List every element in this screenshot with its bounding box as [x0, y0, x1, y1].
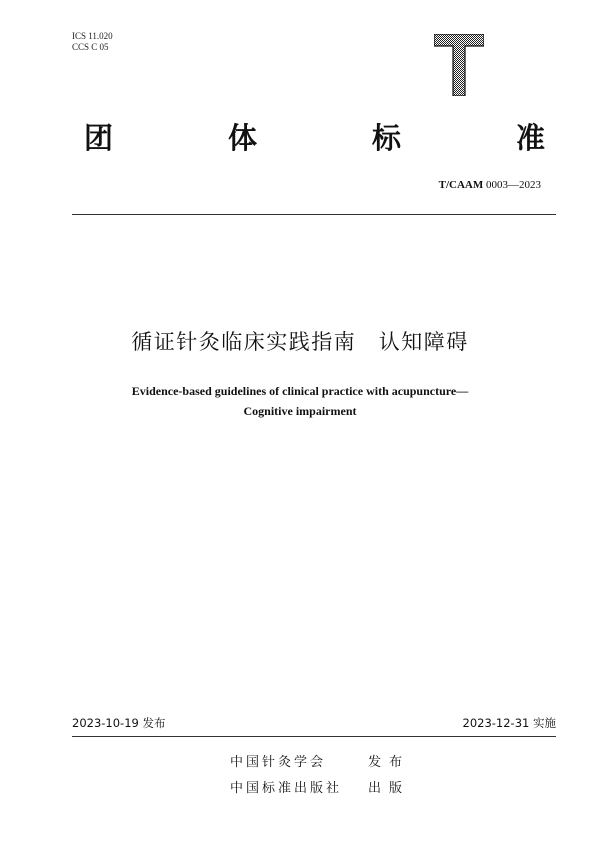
standard-type-char: 团 [84, 121, 114, 155]
ccs-code: CCS C 05 [72, 42, 109, 52]
publisher-action: 出版 [368, 781, 411, 796]
standard-code-prefix: T/CAAM [438, 179, 484, 191]
issue-date: 2023-10-19 发布 [72, 716, 166, 730]
title-english-line: Cognitive impairment [243, 404, 357, 418]
publisher-name: 中国标准出版社 [230, 781, 343, 796]
standard-type-heading [84, 118, 548, 162]
t-standard-logo [434, 34, 484, 96]
publisher-name: 中国针灸学会 [230, 755, 327, 770]
publisher-action: 发布 [368, 755, 411, 770]
title-english [0, 381, 600, 421]
title-chinese: 循证针灸临床实践指南 认知障碍 [131, 330, 469, 354]
ics-code: ICS 11.020 [72, 31, 113, 41]
top-divider [72, 214, 556, 215]
standard-type-char: 体 [228, 121, 258, 155]
standard-code-number: 0003—2023 [483, 179, 541, 191]
standard-type-char: 标 [372, 121, 402, 155]
implementation-date: 2023-12-31 实施 [462, 716, 556, 730]
bottom-divider [72, 736, 556, 737]
standard-type-char: 准 [516, 121, 546, 155]
classification-codes [72, 31, 113, 53]
title-english-line: Evidence-based guidelines of clinical practice with acupuncture— [131, 384, 469, 398]
standard-number [439, 179, 541, 191]
